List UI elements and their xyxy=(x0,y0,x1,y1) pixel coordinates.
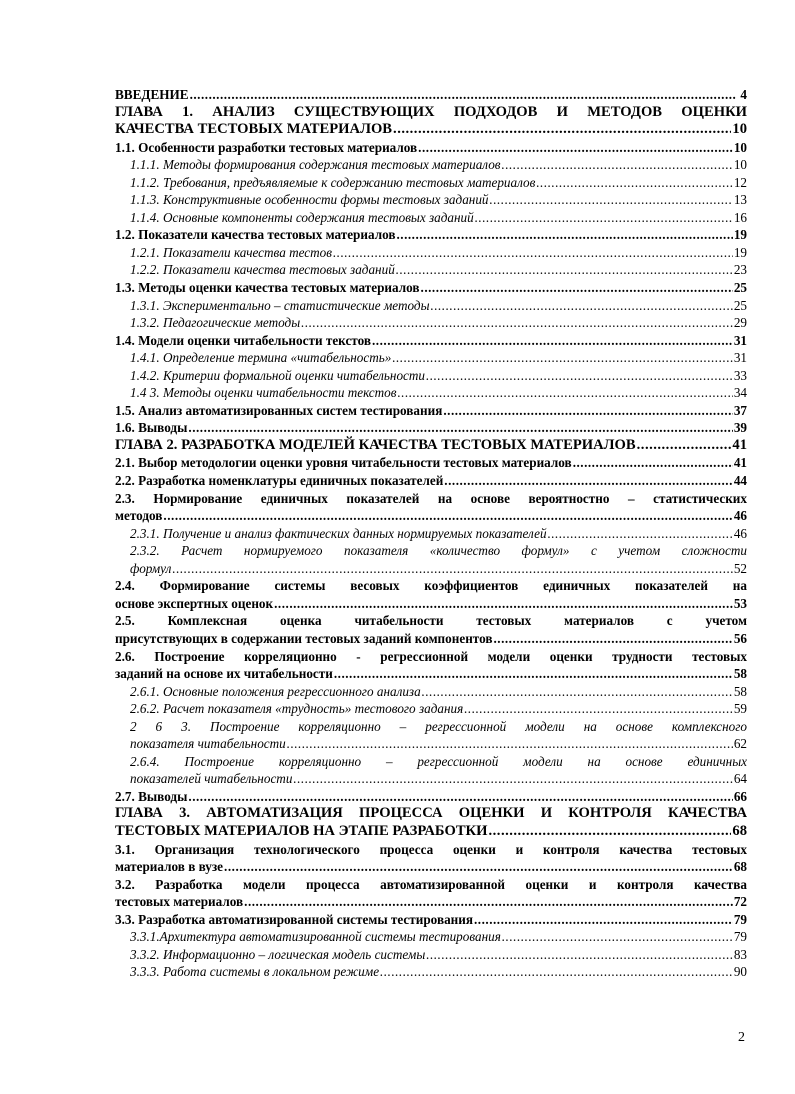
toc-entry-1-4-2[interactable] xyxy=(115,367,747,385)
toc-title: 2.1. Выбор методологии оценки уровня читабельности тестовых материалов xyxy=(115,455,572,471)
toc-title: 1.4.1. Определение термина «читабельность» xyxy=(130,350,392,366)
toc-leader xyxy=(573,454,733,472)
toc-page: 46 xyxy=(733,508,747,524)
toc-title: 1.1.1. Методы формирования содержания тестовых материалов xyxy=(130,157,501,173)
toc-page: 44 xyxy=(733,473,747,489)
toc-page: 46 xyxy=(733,525,747,541)
toc-entry-2-5[interactable] xyxy=(115,612,747,647)
toc-title: заданий на основе их читабельности xyxy=(115,666,333,682)
toc-page: 90 xyxy=(733,964,747,980)
toc-page: 25 xyxy=(733,280,747,296)
toc-entry-1-1-1[interactable] xyxy=(115,156,747,174)
toc-page: 52 xyxy=(733,560,747,576)
toc-leader xyxy=(493,630,732,648)
toc-leader xyxy=(287,735,733,753)
toc-page: 10 xyxy=(733,139,747,155)
toc-title: ВВЕДЕНИЕ xyxy=(115,87,189,102)
toc-leader xyxy=(443,402,732,420)
toc-title: показателя читабельности xyxy=(130,736,286,752)
toc-entry-1-2[interactable] xyxy=(115,226,747,244)
toc-title: 2.2. Разработка номенклатуры единичных показателей xyxy=(115,473,444,489)
toc-leader xyxy=(490,191,733,209)
toc-entry-1-3[interactable] xyxy=(115,279,747,297)
toc-title: материалов в вузе xyxy=(115,859,224,875)
toc-title: тестовых материалов xyxy=(115,894,244,910)
toc-leader xyxy=(188,788,732,806)
toc-page: 79 xyxy=(733,911,747,927)
toc-leader xyxy=(464,700,733,718)
toc-leader xyxy=(548,525,733,543)
toc-page: 25 xyxy=(733,297,747,313)
toc-title-line: 2.4. Формирование системы весовых коэффициентов единичных показателей на xyxy=(115,578,747,594)
toc-title: 1.4. Модели оценки читабельности текстов xyxy=(115,332,371,348)
toc-leader xyxy=(502,156,733,174)
toc-entry-2-6-3[interactable] xyxy=(115,718,747,753)
toc-page: 10 xyxy=(733,157,747,173)
toc-entry-1-4[interactable] xyxy=(115,332,747,350)
toc-entry-1-1-2[interactable] xyxy=(115,174,747,192)
toc-title: 1.2.1. Показатели качества тестов xyxy=(130,244,332,260)
toc-leader xyxy=(380,963,733,981)
toc-title: 2.6.2. Расчет показателя «трудность» тестового задания xyxy=(130,701,464,717)
toc-title-line: 2 6 3. Построение корреляционно – регрессионной модели на основе комплексного xyxy=(130,718,747,734)
toc-page: 62 xyxy=(733,736,747,752)
toc-title: 3.3. Разработка автоматизированной системы тестирования xyxy=(115,911,473,927)
toc-entry-3-2[interactable] xyxy=(115,876,747,911)
toc-page: 68 xyxy=(732,822,747,839)
toc-leader xyxy=(163,507,732,525)
toc-leader xyxy=(637,437,732,455)
toc-entry-3-3-2[interactable] xyxy=(115,946,747,964)
toc-entry-1-4-1[interactable] xyxy=(115,349,747,367)
toc-page: 79 xyxy=(733,929,747,945)
toc-entry-2-3[interactable] xyxy=(115,490,747,525)
toc-leader xyxy=(293,770,732,788)
toc-leader xyxy=(244,893,733,911)
toc-leader xyxy=(396,226,732,244)
toc-leader xyxy=(224,858,733,876)
toc-entry-chapter-1[interactable] xyxy=(115,104,747,139)
toc-leader xyxy=(172,560,732,578)
toc-page: 4 xyxy=(740,87,747,102)
toc-page: 59 xyxy=(733,701,747,717)
toc-entry-2-4[interactable] xyxy=(115,577,747,612)
toc-entry-1-6[interactable] xyxy=(115,419,747,437)
toc-title: показателей читабельности xyxy=(130,771,293,787)
toc-title: ГЛАВА 2. РАЗРАБОТКА МОДЕЛЕЙ КАЧЕСТВА ТЕСТОВЫХ МАТЕРИАЛОВ xyxy=(115,436,636,453)
toc-title: методов xyxy=(115,508,163,524)
toc-title: присутствующих в содержании тестовых заданий компонентов xyxy=(115,630,493,646)
toc-page: 66 xyxy=(733,788,747,804)
toc-title-line: 2.5. Комплексная оценка читабельности тестовых материалов с учетом xyxy=(115,613,747,629)
toc-entry-2-7[interactable] xyxy=(115,788,747,806)
toc-title: 3.3.2. Информационно – логическая модель системы xyxy=(130,946,426,962)
toc-leader xyxy=(431,297,733,315)
toc-title: 1.1.3. Конструктивные особенности формы тестовых заданий xyxy=(130,192,489,208)
toc-leader xyxy=(422,683,733,701)
toc-page: 58 xyxy=(733,666,747,682)
toc-title: 1.1. Особенности разработки тестовых материалов xyxy=(115,139,418,155)
toc-leader xyxy=(190,86,737,104)
toc-leader xyxy=(426,946,733,964)
toc-title: 2.7. Выводы xyxy=(115,788,188,804)
toc-entry-1-4-3[interactable] xyxy=(115,384,747,402)
toc-leader xyxy=(188,419,732,437)
toc-entry-2-6-2[interactable] xyxy=(115,700,747,718)
toc-title: КАЧЕСТВА ТЕСТОВЫХ МАТЕРИАЛОВ xyxy=(115,121,393,138)
toc-page: 41 xyxy=(733,455,747,471)
toc-entry-2-6-1[interactable] xyxy=(115,683,747,701)
toc-title: 1.5. Анализ автоматизированных систем тестирования xyxy=(115,402,443,418)
toc-title: основе экспертных оценок xyxy=(115,595,274,611)
toc-title: формул xyxy=(130,560,172,576)
toc-entry-2-3-2[interactable] xyxy=(115,542,747,577)
toc-page: 29 xyxy=(733,315,747,331)
toc-leader xyxy=(334,665,733,683)
toc-page: 83 xyxy=(733,946,747,962)
toc-page: 68 xyxy=(733,859,747,875)
toc-title: 3.3.1.Архитектура автоматизированной системы тестирования xyxy=(130,929,501,945)
toc-title: 1.3.2. Педагогические методы xyxy=(130,315,301,331)
page-number: 2 xyxy=(738,1030,745,1045)
toc-title: 1.2. Показатели качества тестовых материалов xyxy=(115,227,396,243)
toc-page: 19 xyxy=(733,244,747,260)
table-of-contents xyxy=(115,86,747,981)
toc-page: 13 xyxy=(733,192,747,208)
toc-leader xyxy=(536,174,732,192)
toc-entry-1-2-2[interactable] xyxy=(115,261,747,279)
toc-page: 12 xyxy=(733,174,747,190)
toc-page: 31 xyxy=(733,332,747,348)
toc-page: 37 xyxy=(733,402,747,418)
toc-page: 39 xyxy=(733,420,747,436)
toc-leader xyxy=(301,314,733,332)
toc-leader xyxy=(274,595,733,613)
toc-title: 3.3.3. Работа системы в локальном режиме xyxy=(130,964,380,980)
toc-title: 1.2.2. Показатели качества тестовых заданий xyxy=(130,262,395,278)
toc-title: 1.1.2. Требования, предъявляемые к содержанию тестовых материалов xyxy=(130,174,536,190)
toc-page: 53 xyxy=(733,595,747,611)
toc-title: 2.3.1. Получение и анализ фактических данных нормируемых показателей xyxy=(130,525,547,541)
toc-page: 64 xyxy=(733,771,747,787)
toc-leader xyxy=(393,121,731,139)
toc-entry-chapter-2[interactable] xyxy=(115,437,747,455)
toc-title-line: 2.3. Нормирование единичных показателей на основе вероятностно – статистических xyxy=(115,490,747,506)
toc-page: 58 xyxy=(733,683,747,699)
toc-entry-1-1[interactable] xyxy=(115,139,747,157)
toc-leader xyxy=(444,472,733,490)
toc-entry-1-2-1[interactable] xyxy=(115,244,747,262)
toc-entry-introduction[interactable] xyxy=(115,86,747,104)
toc-entry-2-6-4[interactable] xyxy=(115,753,747,788)
toc-title: 1.4 3. Методы оценки читабельности текстов xyxy=(130,385,397,401)
toc-title-line: 3.1. Организация технологического процесса оценки и контроля качества тестовых xyxy=(115,841,747,857)
toc-title-line: 3.2. Разработка модели процесса автоматизированной оценки и контроля качества xyxy=(115,876,747,892)
toc-title-line: 2.6. Построение корреляционно - регрессионной модели оценки трудности тестовых xyxy=(115,648,747,664)
toc-title-line: ГЛАВА 3. АВТОМАТИЗАЦИЯ ПРОЦЕССА ОЦЕНКИ И КОНТРОЛЯ КАЧЕСТВА xyxy=(115,805,747,822)
toc-title-line: 2.6.4. Построение корреляционно – регрессионной модели на основе единичных xyxy=(130,753,747,769)
toc-page: 19 xyxy=(733,227,747,243)
toc-title: ТЕСТОВЫХ МАТЕРИАЛОВ НА ЭТАПЕ РАЗРАБОТКИ xyxy=(115,822,488,839)
toc-title: 1.3.1. Экспериментально – статистические методы xyxy=(130,297,430,313)
toc-entry-3-3[interactable] xyxy=(115,911,747,929)
toc-entry-1-3-2[interactable] xyxy=(115,314,747,332)
toc-entry-2-6[interactable] xyxy=(115,648,747,683)
toc-page: 56 xyxy=(733,630,747,646)
toc-leader xyxy=(333,244,733,262)
toc-leader xyxy=(418,139,733,157)
toc-leader xyxy=(392,349,733,367)
toc-leader xyxy=(502,928,733,946)
toc-entry-3-3-3[interactable] xyxy=(115,963,747,981)
toc-leader xyxy=(421,279,733,297)
toc-title: 1.4.2. Критерии формальной оценки читабельности xyxy=(130,367,426,383)
toc-leader xyxy=(372,332,733,350)
toc-page: 72 xyxy=(733,894,747,910)
toc-page: 23 xyxy=(733,262,747,278)
toc-title: 2.6.1. Основные положения регрессионного анализа xyxy=(130,683,421,699)
toc-page: 16 xyxy=(733,209,747,225)
toc-entry-2-1[interactable] xyxy=(115,454,747,472)
toc-entry-2-3-1[interactable] xyxy=(115,525,747,543)
toc-title-line: ГЛАВА 1. АНАЛИЗ СУЩЕСТВУЮЩИХ ПОДХОДОВ И МЕТОДОВ ОЦЕНКИ xyxy=(115,103,747,120)
toc-page: 33 xyxy=(733,367,747,383)
toc-page: 41 xyxy=(732,436,747,453)
toc-title: 1.6. Выводы xyxy=(115,420,188,436)
toc-page: 34 xyxy=(733,385,747,401)
toc-title-line: 2.3.2. Расчет нормируемого показателя «количество формул» с учетом сложности xyxy=(130,543,747,559)
toc-entry-3-1[interactable] xyxy=(115,841,747,876)
toc-title: 1.3. Методы оценки качества тестовых материалов xyxy=(115,280,420,296)
toc-title: 1.1.4. Основные компоненты содержания тестовых заданий xyxy=(130,209,474,225)
toc-entry-1-3-1[interactable] xyxy=(115,297,747,315)
toc-page: 10 xyxy=(732,121,747,138)
toc-leader xyxy=(396,261,733,279)
toc-entry-1-1-3[interactable] xyxy=(115,191,747,209)
toc-entry-1-1-4[interactable] xyxy=(115,209,747,227)
toc-entry-1-5[interactable] xyxy=(115,402,747,420)
toc-leader xyxy=(474,911,733,929)
toc-leader xyxy=(489,823,732,841)
toc-entry-chapter-3[interactable] xyxy=(115,805,747,840)
toc-leader xyxy=(426,367,733,385)
toc-entry-2-2[interactable] xyxy=(115,472,747,490)
toc-leader xyxy=(475,209,733,227)
toc-entry-3-3-1[interactable] xyxy=(115,928,747,946)
toc-leader xyxy=(397,384,732,402)
toc-page: 31 xyxy=(733,350,747,366)
